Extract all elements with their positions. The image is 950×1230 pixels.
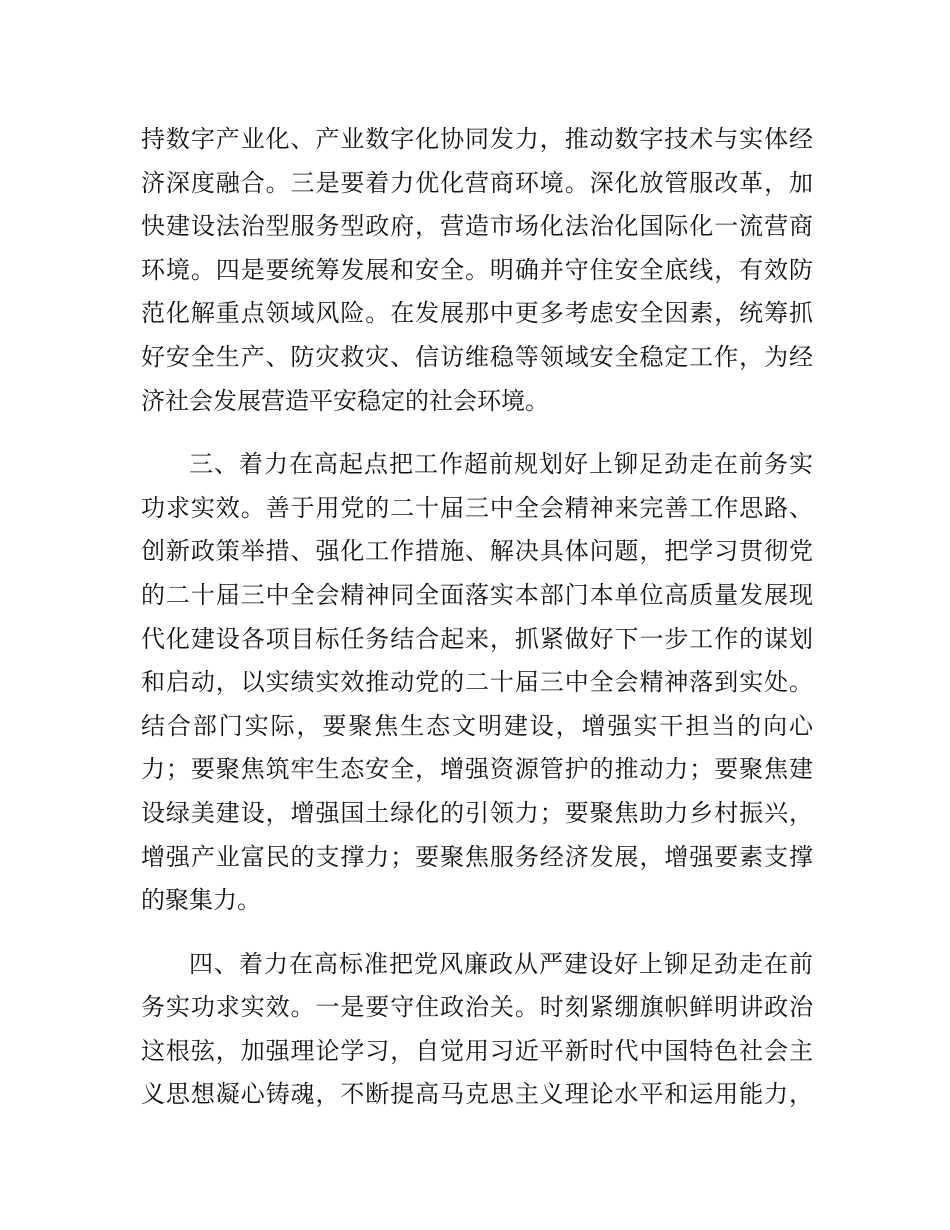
text-line: 和启动，以实绩实效推动党的二十届三中全会精神落到实处。 bbox=[141, 668, 813, 697]
text-line: 持数字产业化、产业数字化协同发力，推动数字技术与实体经 bbox=[141, 125, 813, 153]
text-line: 三、着力在高起点把工作超前规划好上铆足劲走在前务实 bbox=[189, 450, 813, 479]
document-body bbox=[141, 118, 813, 1117]
paragraph-spacer bbox=[141, 923, 813, 943]
paragraph-section-three bbox=[141, 443, 813, 923]
text-line: 增强产业富民的支撑力；要聚焦服务经济发展，增强要素支撑 bbox=[141, 842, 813, 871]
text-line: 功求实效。善于用党的二十届三中全会精神来完善工作思路、 bbox=[141, 493, 813, 522]
text-line: 力；要聚焦筑牢生态安全，增强资源管护的推动力；要聚焦建 bbox=[141, 755, 813, 784]
paragraph-continuation bbox=[141, 118, 813, 423]
text-line: 四、着力在高标准把党风廉政从严建设好上铆足劲走在前 bbox=[189, 949, 813, 978]
text-line: 好安全生产、防灾救灾、信访维稳等领域安全稳定工作，为经 bbox=[141, 342, 813, 371]
text-line: 快建设法治型服务型政府，营造市场化法治化国际化一流营商 bbox=[141, 212, 813, 241]
text-line: 济深度融合。三是要着力优化营商环境。深化放管服改革，加 bbox=[141, 168, 813, 197]
text-line: 的二十届三中全会精神同全面落实本部门本单位高质量发展现 bbox=[141, 580, 813, 609]
text-line: 代化建设各项目标任务结合起来，抓紧做好下一步工作的谋划 bbox=[141, 624, 813, 653]
text-line: 创新政策举措、强化工作措施、解决具体问题，把学习贯彻党 bbox=[141, 537, 813, 566]
paragraph-spacer bbox=[141, 423, 813, 443]
text-line: 设绿美建设，增强国土绿化的引领力；要聚焦助力乡村振兴， bbox=[141, 798, 813, 827]
text-line: 结合部门实际，要聚焦生态文明建设，增强实干担当的向心 bbox=[141, 711, 813, 740]
text-line: 范化解重点领域风险。在发展那中更多考虑安全因素，统筹抓 bbox=[141, 299, 813, 328]
text-line: 济社会发展营造平安稳定的社会环境。 bbox=[141, 386, 549, 415]
text-line: 这根弦，加强理论学习，自觉用习近平新时代中国特色社会主 bbox=[141, 1036, 813, 1065]
text-line: 环境。四是要统筹发展和安全。明确并守住安全底线，有效防 bbox=[141, 255, 813, 284]
paragraph-section-four bbox=[141, 943, 813, 1117]
text-line: 义思想凝心铸魂，不断提高马克思主义理论水平和运用能力， bbox=[141, 1080, 813, 1109]
text-line: 的聚集力。 bbox=[141, 886, 261, 915]
text-line: 务实功求实效。一是要守住政治关。时刻紧绷旗帜鲜明讲政治 bbox=[141, 993, 813, 1022]
